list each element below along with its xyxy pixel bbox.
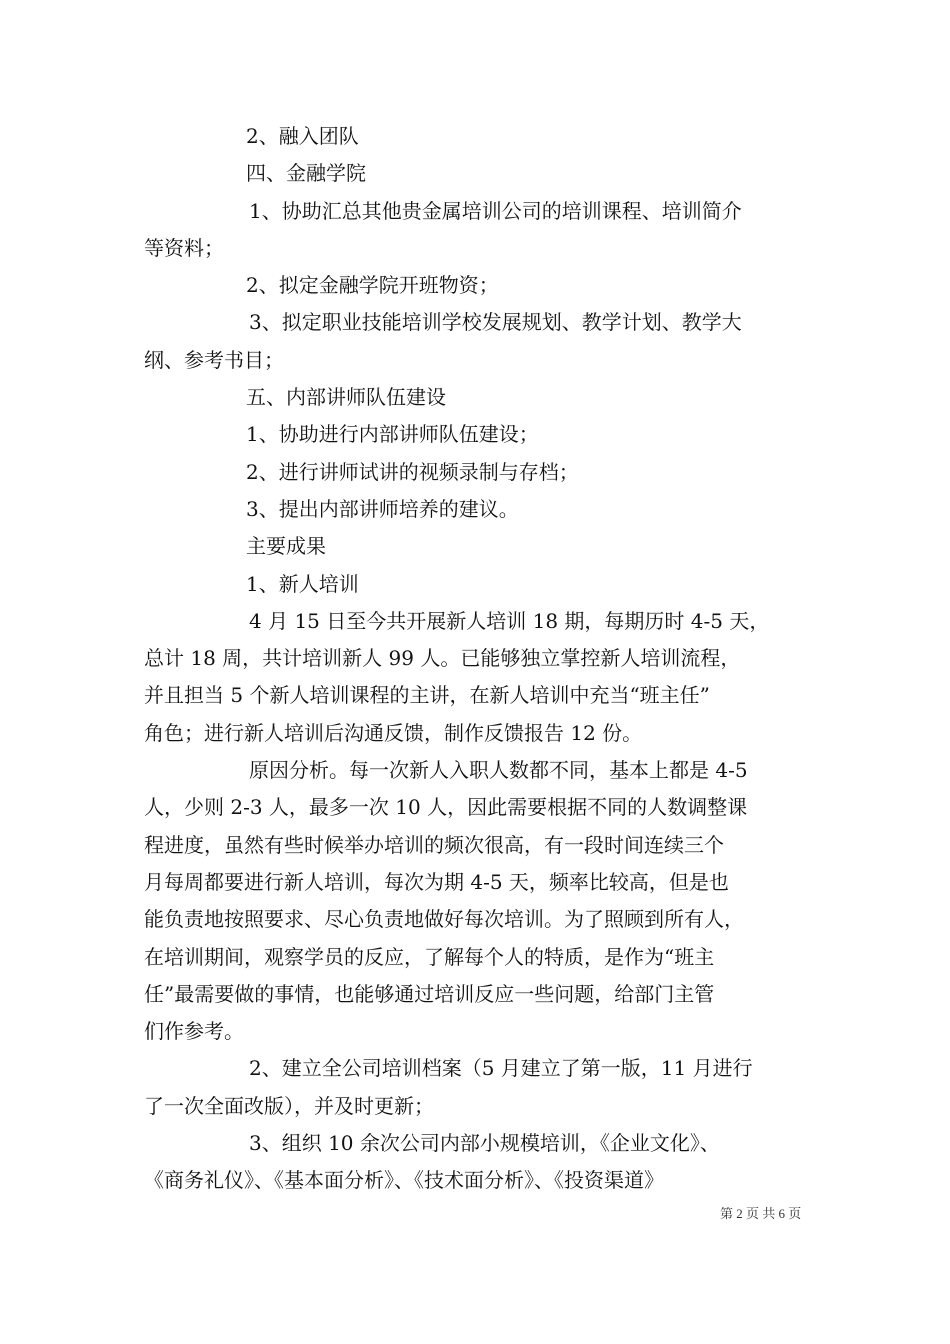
text-line: 五、内部讲师队伍建设	[246, 385, 446, 410]
document-body	[144, 118, 816, 1200]
text-line: 3、拟定职业技能培训学校发展规划、教学计划、教学大	[249, 310, 742, 335]
text-line: 《商务礼仪》、《基本面分析》、《技术面分析》、《投资渠道》	[144, 1168, 664, 1193]
text-line: 2、融入团队	[246, 124, 359, 148]
text-line: 人，少则 2-3 人，最多一次 10 人，因此需要根据不同的人数调整课	[144, 795, 748, 820]
text-line: 在培训期间，观察学员的反应，了解每个人的特质，是作为“班主	[144, 944, 715, 969]
text-line: 并且担当 5 个新人培训课程的主讲，在新人培训中充当“班主任”	[144, 683, 710, 708]
text-line: 2、建立全公司培训档案（5 月建立了第一版，11 月进行	[249, 1056, 753, 1081]
text-line: 1、协助进行内部讲师队伍建设；	[246, 422, 539, 447]
text-line: 们作参考。	[144, 1019, 244, 1044]
text-line: 月每周都要进行新人培训，每次为期 4-5 天，频率比较高，但是也	[144, 869, 729, 894]
text-line: 2、进行讲师试讲的视频录制与存档；	[246, 459, 579, 484]
text-line: 1、新人培训	[246, 571, 359, 596]
text-line: 原因分析。每一次新人入职人数都不同，基本上都是 4-5	[249, 758, 748, 783]
text-line: 角色；进行新人培训后沟通反馈，制作反馈报告 12 份。	[144, 720, 643, 745]
text-line: 4 月 15 日至今共开展新人培训 18 期，每期历时 4-5 天，	[249, 608, 770, 633]
text-line: 2、拟定金融学院开班物资；	[246, 273, 499, 298]
text-line: 纲、参考书目；	[144, 347, 284, 372]
text-line: 1、协助汇总其他贵金属培训公司的培训课程、培训简介	[249, 198, 742, 223]
text-line: 3、提出内部讲师培养的建议。	[246, 496, 519, 521]
text-line: 任”最需要做的事情，也能够通过培训反应一些问题，给部门主管	[144, 981, 715, 1006]
text-line: 3、组织 10 余次公司内部小规模培训，《企业文化》、	[249, 1131, 720, 1156]
text-line: 四、金融学院	[246, 161, 366, 186]
text-line: 等资料；	[144, 235, 224, 260]
text-line: 能负责地按照要求、尽心负责地做好每次培训。为了照顾到所有人，	[144, 907, 744, 932]
page-number-footer: 第 2 页 共 6 页	[720, 1206, 802, 1221]
text-line: 总计 18 周，共计培训新人 99 人。已能够独立掌控新人培训流程，	[144, 646, 741, 671]
text-line: 了一次全面改版），并及时更新；	[144, 1093, 434, 1118]
text-line: 主要成果	[246, 534, 326, 559]
text-line: 程进度，虽然有些时候举办培训的频次很高，有一段时间连续三个	[144, 832, 724, 857]
